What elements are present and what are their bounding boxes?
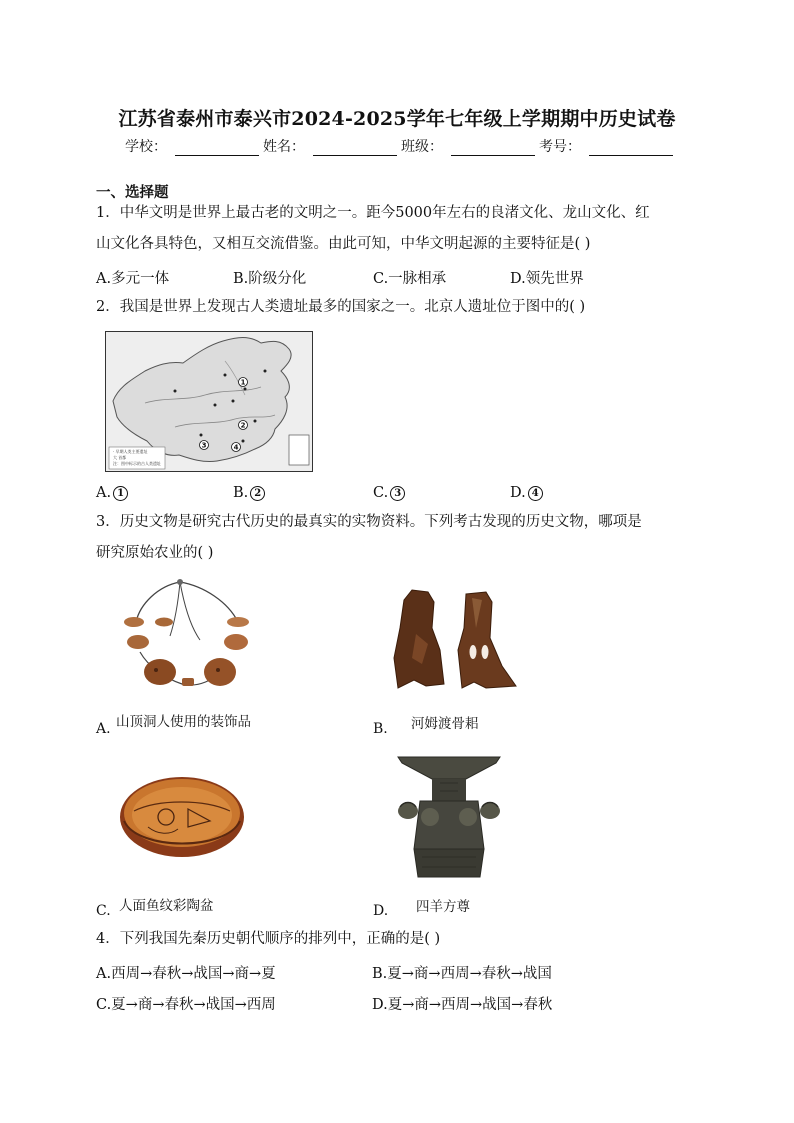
four-ram-zun-image bbox=[396, 753, 502, 881]
number-label: 考号： bbox=[539, 139, 581, 155]
map-mark-1: 1 bbox=[240, 378, 246, 387]
q1-option-a[interactable]: A.多元一体 bbox=[96, 271, 170, 287]
question-1-line-1: 1．中华文明是世界上最古老的文明之一。距今5000年左右的良渚文化、龙山文化、红 bbox=[96, 205, 650, 221]
exam-title: 江苏省泰州市泰兴市2024-2025学年七年级上学期期中历史试卷 bbox=[118, 108, 676, 130]
q4-option-d[interactable]: D.夏→商→西周→战国→春秋 bbox=[372, 997, 553, 1013]
school-field[interactable] bbox=[175, 139, 259, 156]
q2-option-a[interactable]: A. 1 bbox=[96, 485, 233, 501]
map-legend-1: · 早期人类主要遗址 bbox=[113, 449, 148, 454]
circled-1-icon: 1 bbox=[113, 486, 128, 501]
number-field[interactable] bbox=[589, 139, 673, 156]
circled-4-icon: 4 bbox=[528, 486, 543, 501]
question-1-options bbox=[96, 267, 584, 288]
question-4: 4．下列我国先秦历史朝代顺序的排列中，正确的是( ) bbox=[96, 931, 441, 947]
class-label: 班级： bbox=[401, 139, 443, 155]
question-3-line-2: 研究原始农业的( ) bbox=[96, 545, 214, 561]
question-2-options bbox=[96, 485, 543, 501]
q3-option-b-letter[interactable]: B. bbox=[373, 721, 388, 737]
q1-option-d[interactable]: D.领先世界 bbox=[510, 271, 584, 287]
question-1-line-2: 山文化各具特色，又相互交流借鉴。由此可知，中华文明起源的主要特征是( ) bbox=[96, 236, 591, 252]
bone-spade-image bbox=[390, 588, 522, 692]
circled-2-icon: 2 bbox=[250, 486, 265, 501]
q4-option-b[interactable]: B.夏→商→西周→春秋→战国 bbox=[372, 966, 552, 982]
question-3-line-1: 3．历史文物是研究古代历史的最真实的实物资料。下列考古发现的历史文物，哪项是 bbox=[96, 514, 642, 530]
name-field[interactable] bbox=[313, 139, 397, 156]
q3-option-a-letter[interactable]: A. bbox=[96, 721, 111, 737]
question-4-options-row-2 bbox=[96, 993, 552, 1014]
q4-option-c[interactable]: C.夏→商→春秋→战国→西周 bbox=[96, 997, 276, 1013]
map-legend-3: 注：图中标示的古人类遗址 bbox=[113, 461, 161, 466]
q2-option-d[interactable]: D. 4 bbox=[510, 485, 543, 501]
pottery-basin-image bbox=[118, 765, 248, 865]
q3-option-d-letter[interactable]: D. bbox=[373, 903, 389, 919]
q2-option-c[interactable]: C. 3 bbox=[373, 485, 510, 501]
map-mark-3: 3 bbox=[201, 441, 207, 450]
student-info-row bbox=[125, 136, 677, 156]
q3-option-c-letter[interactable]: C. bbox=[96, 903, 111, 919]
circled-3-icon: 3 bbox=[390, 486, 405, 501]
q3-option-c-caption: 人面鱼纹彩陶盆 bbox=[119, 898, 214, 914]
question-4-options-row-1 bbox=[96, 962, 552, 983]
map-legend-2: 大 首都 bbox=[113, 455, 127, 460]
map-mark-4: 4 bbox=[233, 443, 239, 452]
q3-option-a-caption: 山顶洞人使用的装饰品 bbox=[116, 714, 251, 730]
section-heading: 一、选择题 bbox=[96, 185, 169, 201]
q4-option-a[interactable]: A.西周→春秋→战国→商→夏 bbox=[96, 966, 276, 982]
class-field[interactable] bbox=[451, 139, 535, 156]
ornament-necklace-image bbox=[118, 574, 258, 694]
q2-option-b[interactable]: B. 2 bbox=[233, 485, 373, 501]
question-3 bbox=[96, 507, 696, 569]
question-2: 2．我国是世界上发现古人类遗址最多的国家之一。北京人遗址位于图中的( ) bbox=[96, 299, 586, 315]
question-1 bbox=[96, 198, 696, 260]
q3-option-d-caption: 四羊方尊 bbox=[416, 899, 470, 915]
school-label: 学校： bbox=[125, 139, 167, 155]
map-mark-2: 2 bbox=[240, 421, 246, 430]
q1-option-c[interactable]: C.一脉相承 bbox=[373, 271, 447, 287]
q1-option-b[interactable]: B.阶级分化 bbox=[233, 271, 307, 287]
name-label: 姓名： bbox=[263, 139, 305, 155]
q3-option-b-caption: 河姆渡骨耜 bbox=[411, 716, 479, 732]
china-map-image bbox=[105, 331, 313, 472]
